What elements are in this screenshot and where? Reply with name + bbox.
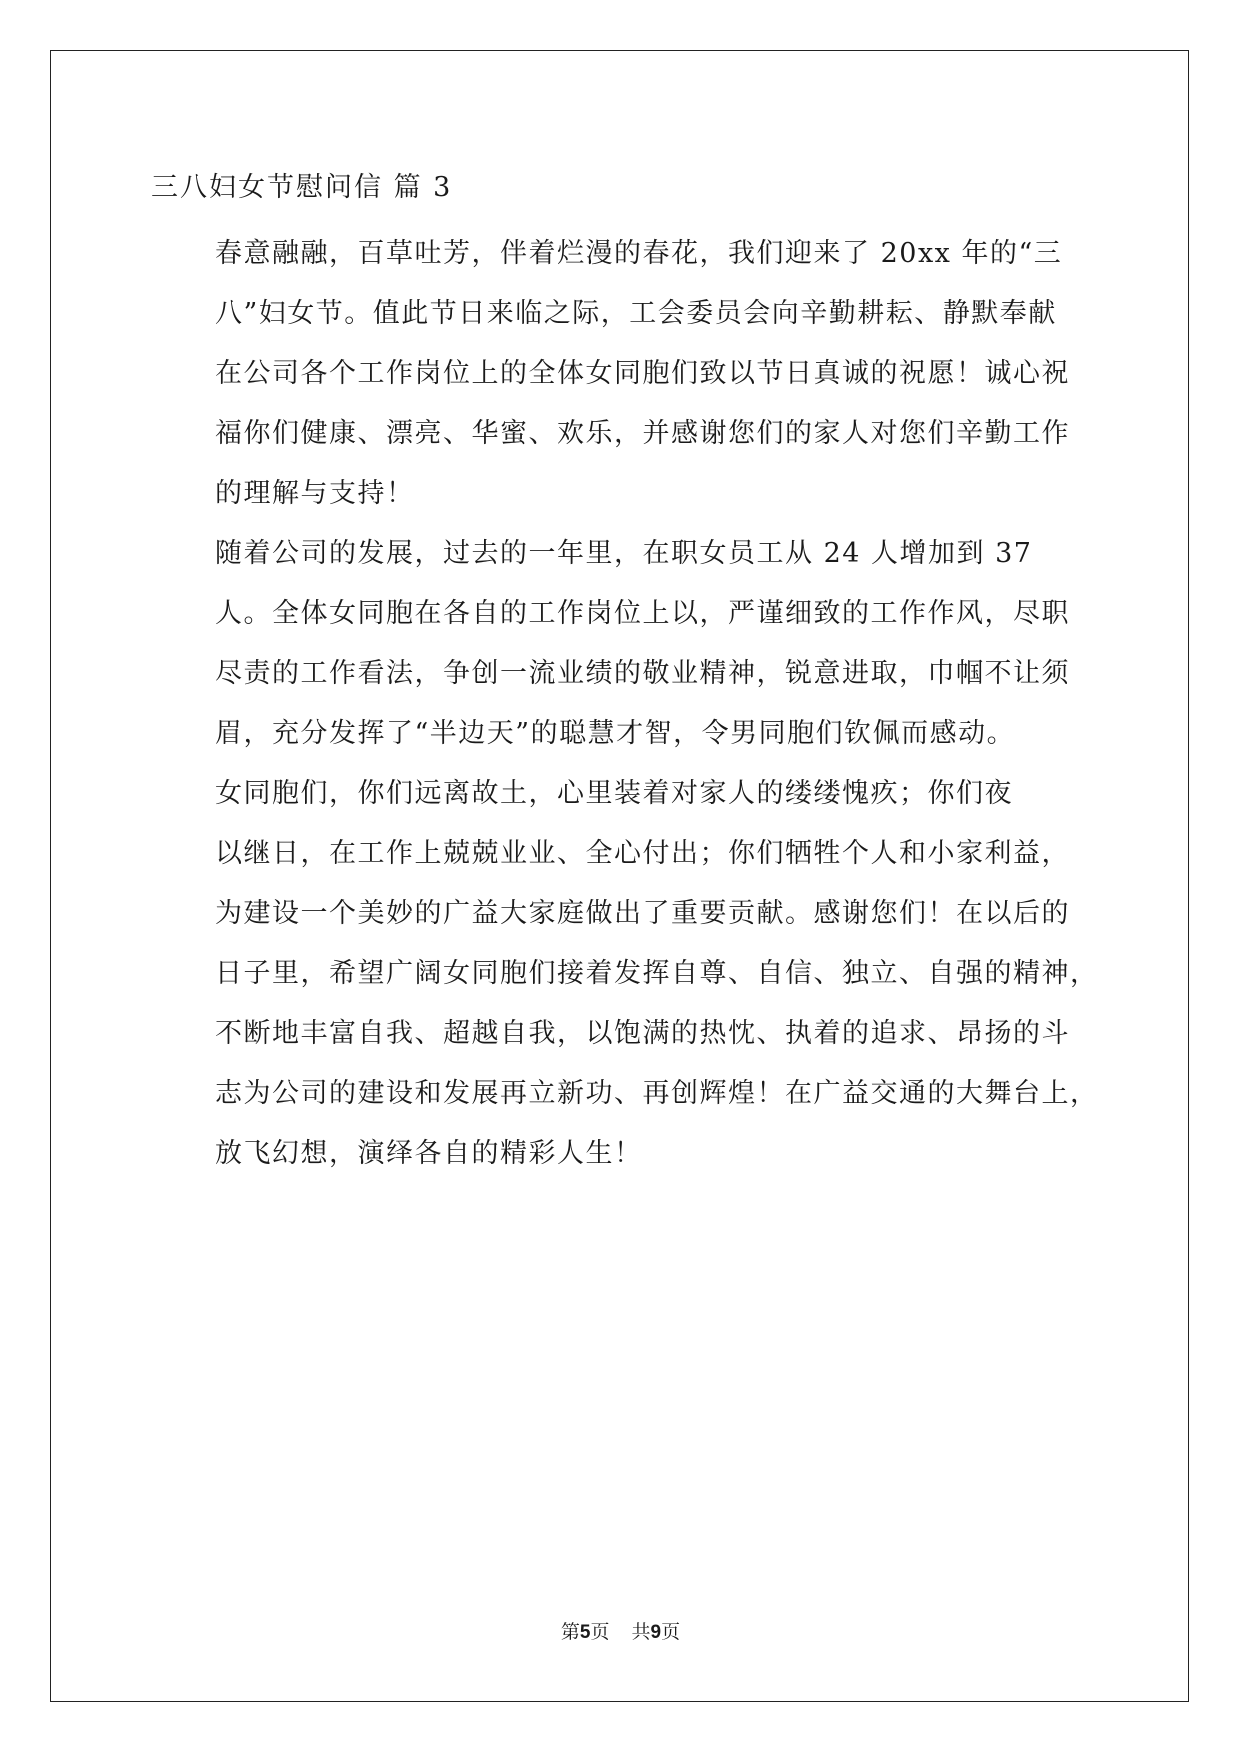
text-line: 人。全体女同胞在各自的工作岗位上以，严谨细致的工作作风，尽职 bbox=[215, 598, 1070, 629]
text-line: 不断地丰富自我、超越自我，以饱满的热忱、执着的追求、昂扬的斗 bbox=[215, 1018, 1070, 1049]
text-line: 以继日，在工作上兢兢业业、全心付出；你们牺牲个人和小家利益， bbox=[215, 838, 1070, 869]
text-line: 女同胞们，你们远离故土，心里装着对家人的缕缕愧疚；你们夜 bbox=[215, 778, 1013, 809]
page-footer bbox=[0, 1619, 1241, 1646]
text-line: 尽责的工作看法，争创一流业绩的敬业精神，锐意进取，巾帼不让须 bbox=[215, 658, 1070, 689]
page-current-number: 5 bbox=[579, 1622, 591, 1643]
total-unit: 页 bbox=[661, 1621, 681, 1643]
text-line: 志为公司的建设和发展再立新功、再创辉煌！在广益交通的大舞台上， bbox=[215, 1078, 1099, 1109]
page-prefix: 第 bbox=[560, 1621, 580, 1643]
page-unit: 页 bbox=[590, 1621, 610, 1643]
paragraph-3 bbox=[151, 764, 1099, 1184]
text-line: 为建设一个美妙的广益大家庭做出了重要贡献。感谢您们！在以后的 bbox=[215, 898, 1070, 929]
text-line: 春意融融，百草吐芳，伴着烂漫的春花，我们迎来了 20xx 年的“三 bbox=[215, 238, 1063, 269]
text-line: 随着公司的发展，过去的一年里，在职女员工从 24 人增加到 37 bbox=[215, 538, 1033, 569]
text-line: 日子里，希望广阔女同胞们接着发挥自尊、自信、独立、自强的精神， bbox=[215, 958, 1099, 989]
paragraph-1 bbox=[151, 224, 1086, 524]
document-title: 三八妇女节慰问信 篇 3 bbox=[151, 172, 453, 203]
text-line: 八”妇女节。值此节日来临之际，工会委员会向辛勤耕耘、静默奉献 bbox=[215, 298, 1057, 329]
paragraph-2 bbox=[151, 524, 1086, 764]
text-line: 放飞幻想，演绎各自的精彩人生！ bbox=[215, 1138, 643, 1169]
text-line: 的理解与支持！ bbox=[215, 478, 415, 509]
letter-body bbox=[151, 224, 1099, 1184]
text-line: 眉，充分发挥了“半边天”的聪慧才智，令男同胞们钦佩而感动。 bbox=[215, 718, 1016, 749]
text-line: 福你们健康、漂亮、华蜜、欢乐，并感谢您们的家人对您们辛勤工作 bbox=[215, 418, 1070, 449]
total-prefix: 共 bbox=[631, 1621, 651, 1643]
page-total-number: 9 bbox=[650, 1622, 662, 1643]
text-line: 在公司各个工作岗位上的全体女同胞们致以节日真诚的祝愿！诚心祝 bbox=[215, 358, 1070, 389]
